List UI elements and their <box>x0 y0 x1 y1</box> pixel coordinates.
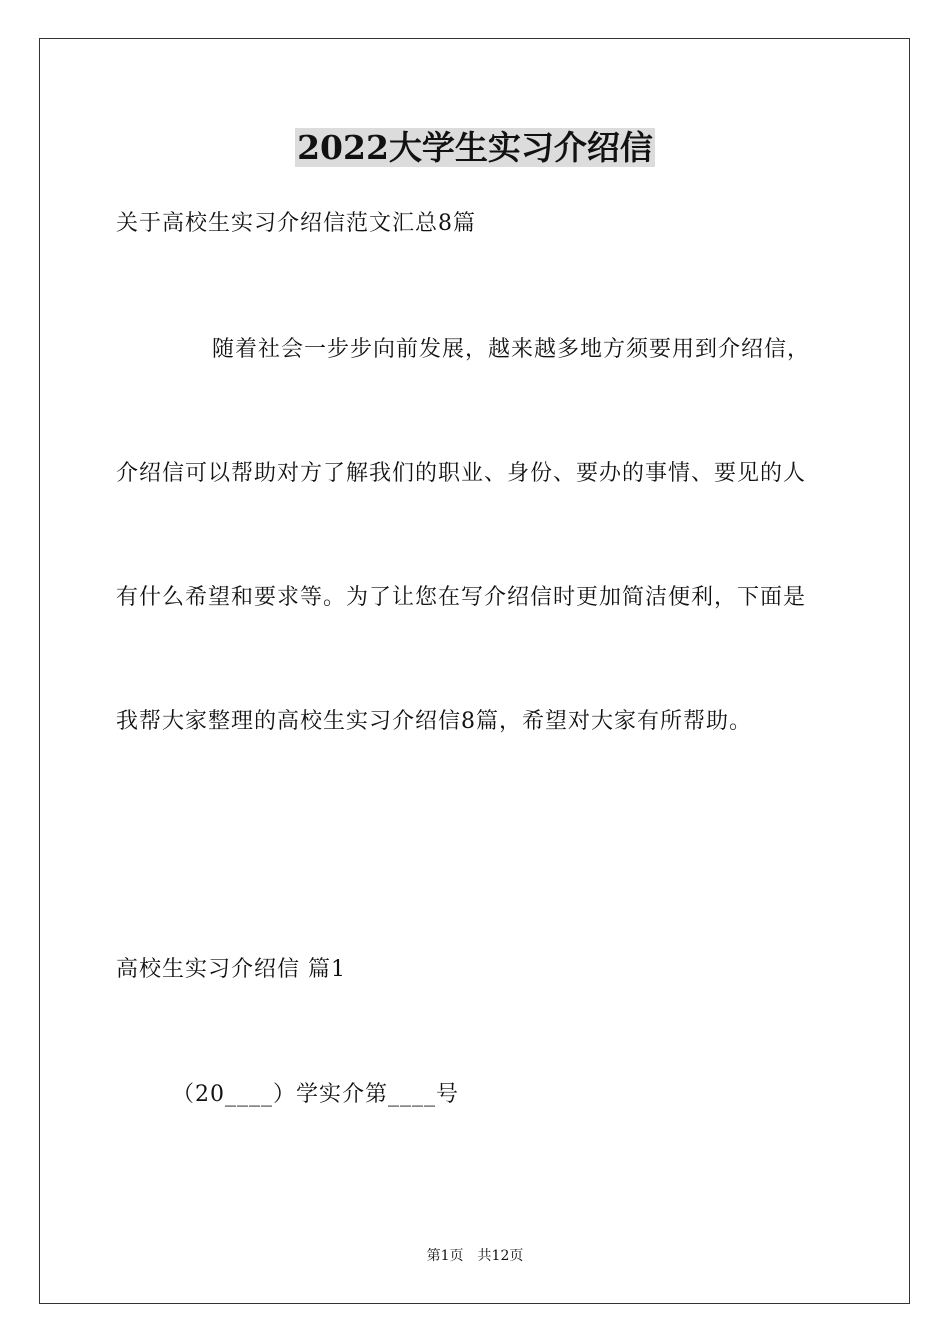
document-subtitle: 关于高校生实习介绍信范文汇总8篇 <box>116 211 476 236</box>
document-title-text: 2022大学生实习介绍信 <box>297 128 653 167</box>
section-heading: 高校生实习介绍信 篇1 <box>116 957 346 982</box>
reference-number: （20____）学实介第____号 <box>172 1082 459 1107</box>
page-total: 共12页 <box>477 1248 524 1264</box>
paragraph-line-4: 我帮大家整理的高校生实习介绍信8篇，希望对大家有所帮助。 <box>116 709 752 734</box>
document-title <box>0 128 950 168</box>
page-footer <box>0 1246 950 1266</box>
paragraph-line-3: 有什么希望和要求等。为了让您在写介绍信时更加简洁便利，下面是 <box>116 585 807 610</box>
page-number: 第1页 <box>426 1248 464 1264</box>
paragraph-line-2: 介绍信可以帮助对方了解我们的职业、身份、要办的事情、要见的人 <box>116 461 807 486</box>
paragraph-line-1: 随着社会一步步向前发展，越来越多地方须要用到介绍信， <box>212 337 811 362</box>
